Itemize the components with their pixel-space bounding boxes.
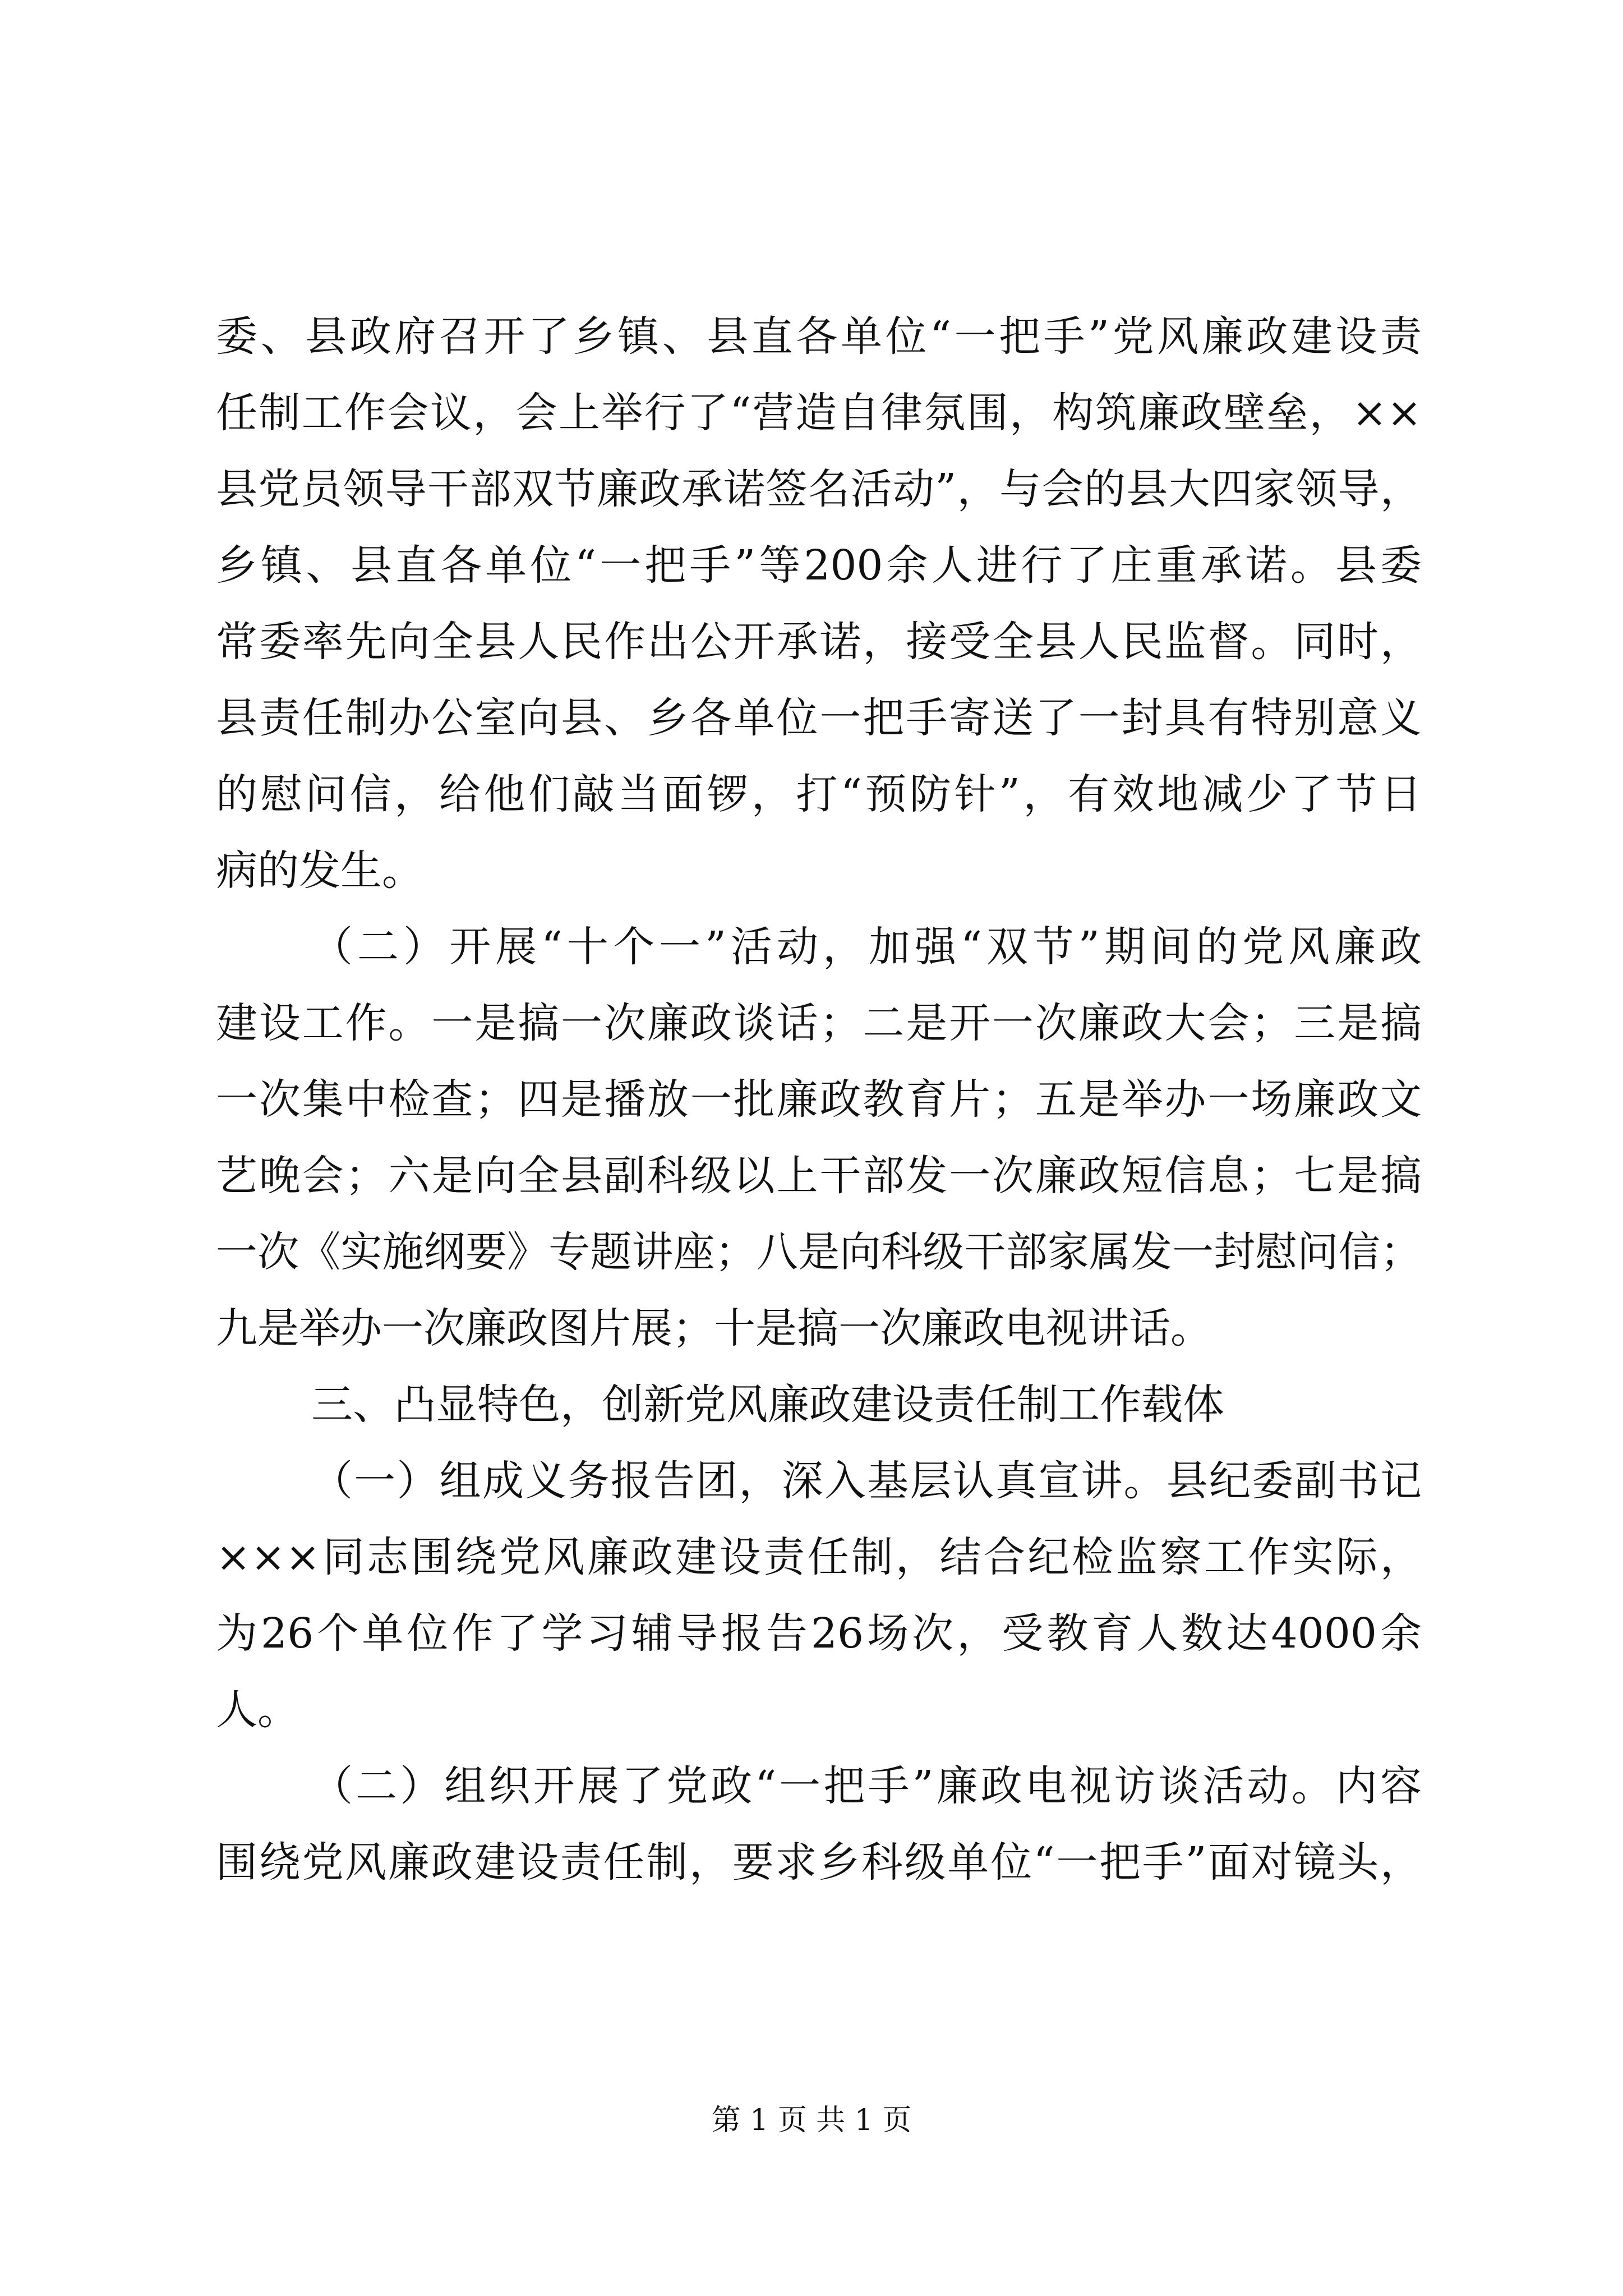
paragraph-line: 一次集中检查；四是播放一批廉政教育片；五是举办一场廉政文: [216, 1075, 1422, 1124]
paragraph-line: （一）组成义务报告团，深入基层认真宣讲。县纪委副书记: [311, 1457, 1422, 1505]
section-heading: 三、凸显特色，创新党风廉政建设责任制工作载体: [311, 1381, 1224, 1429]
paragraph-line: 人。: [216, 1686, 299, 1734]
paragraph-line: 县责任制办公室向县、乡各单位一把手寄送了一封具有特别意义: [216, 694, 1422, 742]
paragraph-line: 九是举办一次廉政图片展；十是搞一次廉政电视讲话。: [216, 1304, 1212, 1352]
paragraph-line: 委、县政府召开了乡镇、县直各单位“一把手”党风廉政建设责: [216, 312, 1422, 361]
paragraph-line: 一次《实施纲要》专题讲座；八是向科级干部家属发一封慰问信；: [216, 1228, 1422, 1276]
page-number-footer: 第 1 页 共 1 页: [711, 2104, 912, 2137]
paragraph-line: 任制工作会议，会上举行了“营造自律氛围，构筑廉政壁垒，××: [216, 389, 1422, 437]
paragraph-line: 县党员领导干部双节廉政承诺签名活动”，与会的县大四家领导，: [216, 465, 1422, 513]
paragraph-line: 围绕党风廉政建设责任制，要求乡科级单位“一把手”面对镜头，: [216, 1838, 1422, 1887]
paragraph-line: ×××同志围绕党风廉政建设责任制，结合纪检监察工作实际，: [216, 1533, 1422, 1581]
paragraph-line: 为26个单位作了学习辅导报告26场次，受教育人数达4000余: [216, 1609, 1422, 1658]
paragraph-line: 艺晚会；六是向全县副科级以上干部发一次廉政短信息；七是搞: [216, 1152, 1422, 1200]
paragraph-line: 乡镇、县直各单位“一把手”等200余人进行了庄重承诺。县委: [216, 541, 1422, 590]
paragraph-line: （二）开展“十个一”活动，加强“双节”期间的党风廉政: [311, 923, 1422, 971]
paragraph-line: 的慰问信，给他们敲当面锣，打“预防针”，有效地减少了节日: [216, 770, 1422, 818]
paragraph-line: （二）组织开展了党政“一把手”廉政电视访谈活动。内容: [311, 1762, 1422, 1810]
paragraph-line: 常委率先向全县人民作出公开承诺，接受全县人民监督。同时，: [216, 618, 1422, 666]
paragraph-line: 建设工作。一是搞一次廉政谈话；二是开一次廉政大会；三是搞: [216, 999, 1422, 1047]
paragraph-line: 病的发生。: [216, 846, 423, 895]
